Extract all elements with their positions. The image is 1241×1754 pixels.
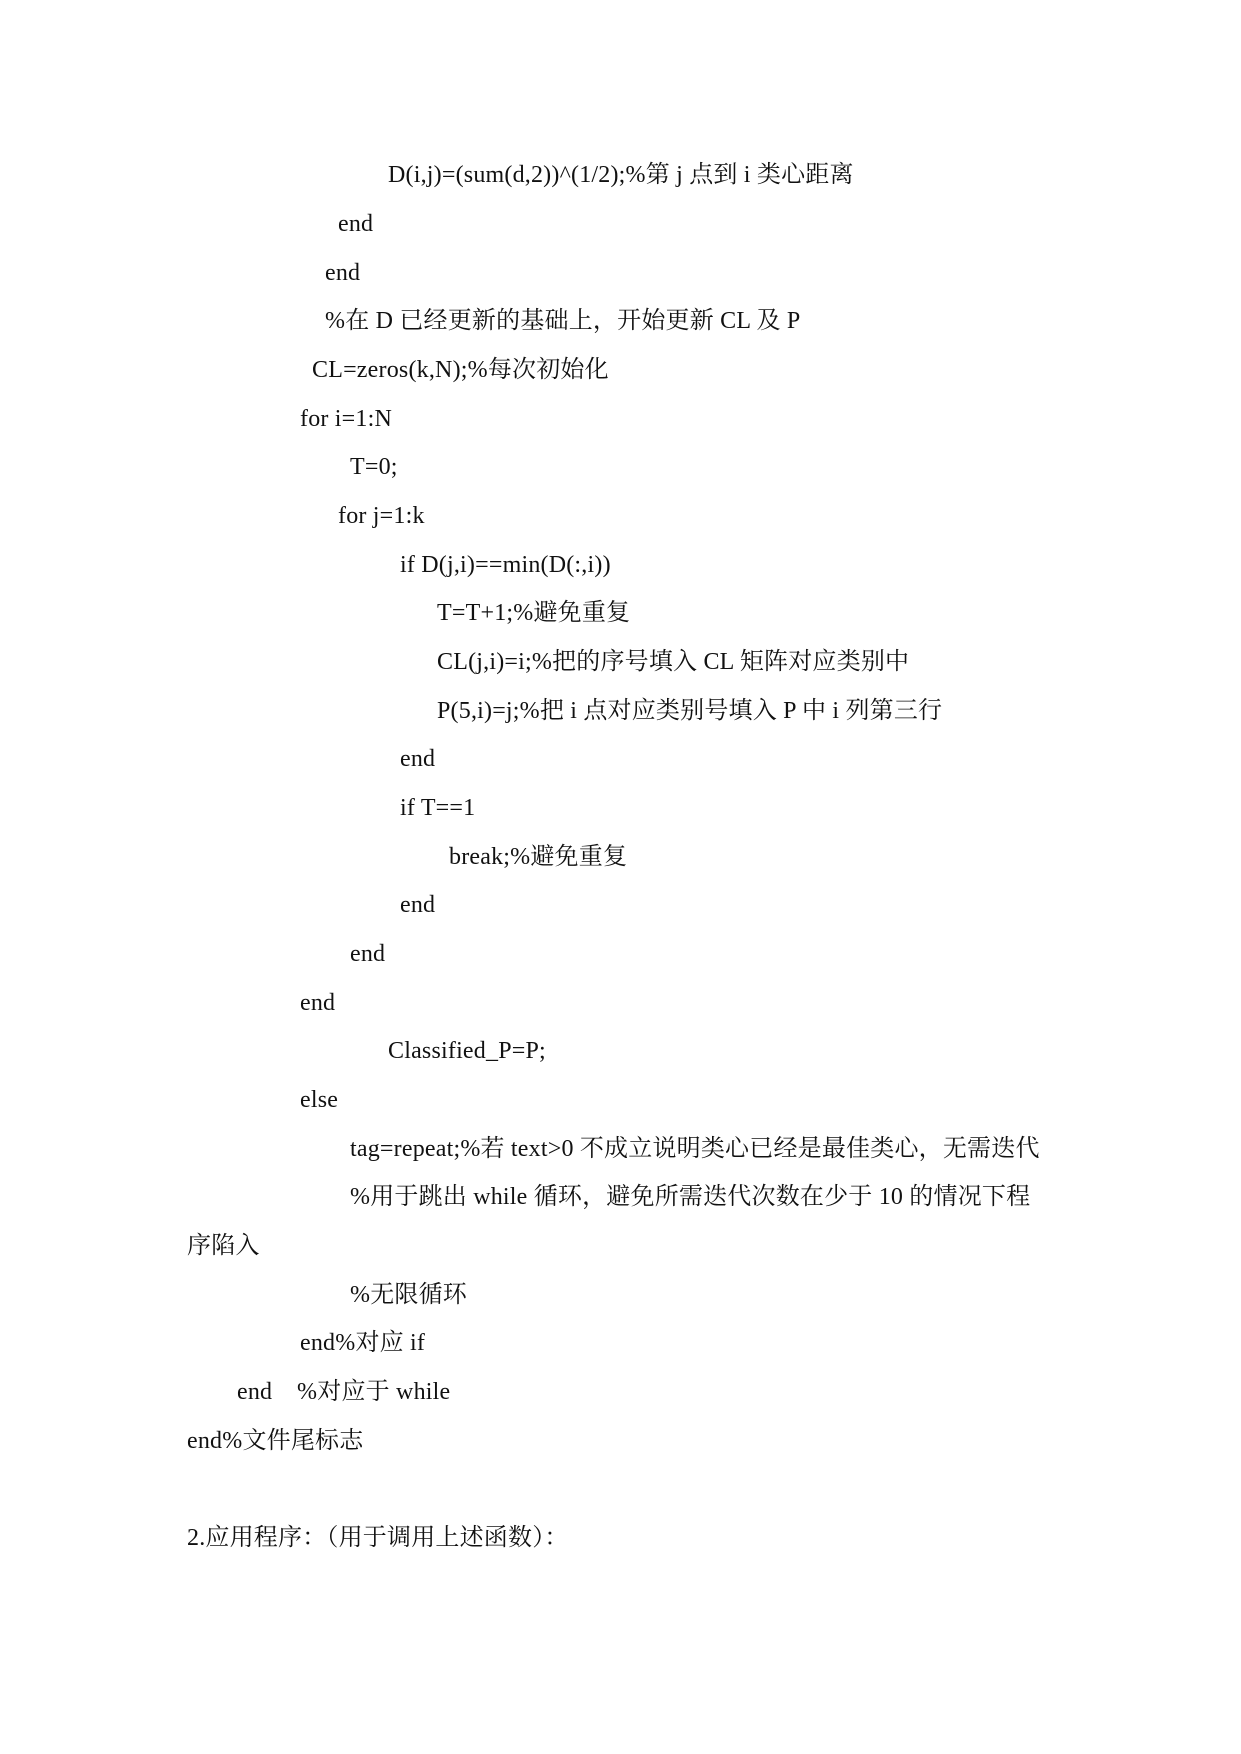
code-line: CL=zeros(k,N);%每次初始化 — [312, 357, 609, 383]
code-line: T=T+1;%避免重复 — [437, 600, 631, 626]
code-line: end%对应 if — [300, 1330, 426, 1356]
code-line: end — [325, 260, 361, 286]
code-line: break;%避免重复 — [449, 844, 628, 870]
code-comment-continuation: 序陷入 — [187, 1233, 260, 1259]
code-line: D(i,j)=(sum(d,2))^(1/2);%第 j 点到 i 类心距离 — [388, 162, 854, 188]
code-line: T=0; — [350, 454, 398, 480]
code-line: end — [400, 892, 436, 918]
code-line: if T==1 — [400, 795, 476, 821]
code-comment-line: %在 D 已经更新的基础上，开始更新 CL 及 P — [325, 308, 801, 334]
code-line: for i=1:N — [300, 406, 392, 432]
code-line: Classified_P=P; — [388, 1038, 546, 1064]
section-heading: 2.应用程序：（用于调用上述函数）： — [187, 1525, 569, 1551]
code-line: if D(j,i)==min(D(:,i)) — [400, 552, 611, 578]
code-line: end — [338, 211, 374, 237]
code-line: end %对应于 while — [237, 1379, 451, 1405]
code-line: CL(j,i)=i;%把的序号填入 CL 矩阵对应类别中 — [437, 649, 910, 675]
code-line: end — [350, 941, 386, 967]
code-comment-line: %无限循环 — [350, 1282, 467, 1308]
code-line: tag=repeat;%若 text>0 不成立说明类心已经是最佳类心，无需迭代 — [350, 1136, 1040, 1162]
code-line: end%文件尾标志 — [187, 1428, 364, 1454]
code-line: P(5,i)=j;%把 i 点对应类别号填入 P 中 i 列第三行 — [437, 698, 943, 724]
code-line: end — [300, 990, 336, 1016]
code-line: for j=1:k — [338, 503, 425, 529]
code-comment-line: %用于跳出 while 循环，避免所需迭代次数在少于 10 的情况下程 — [350, 1184, 1031, 1210]
code-line: else — [300, 1087, 339, 1113]
code-line: end — [400, 746, 436, 772]
